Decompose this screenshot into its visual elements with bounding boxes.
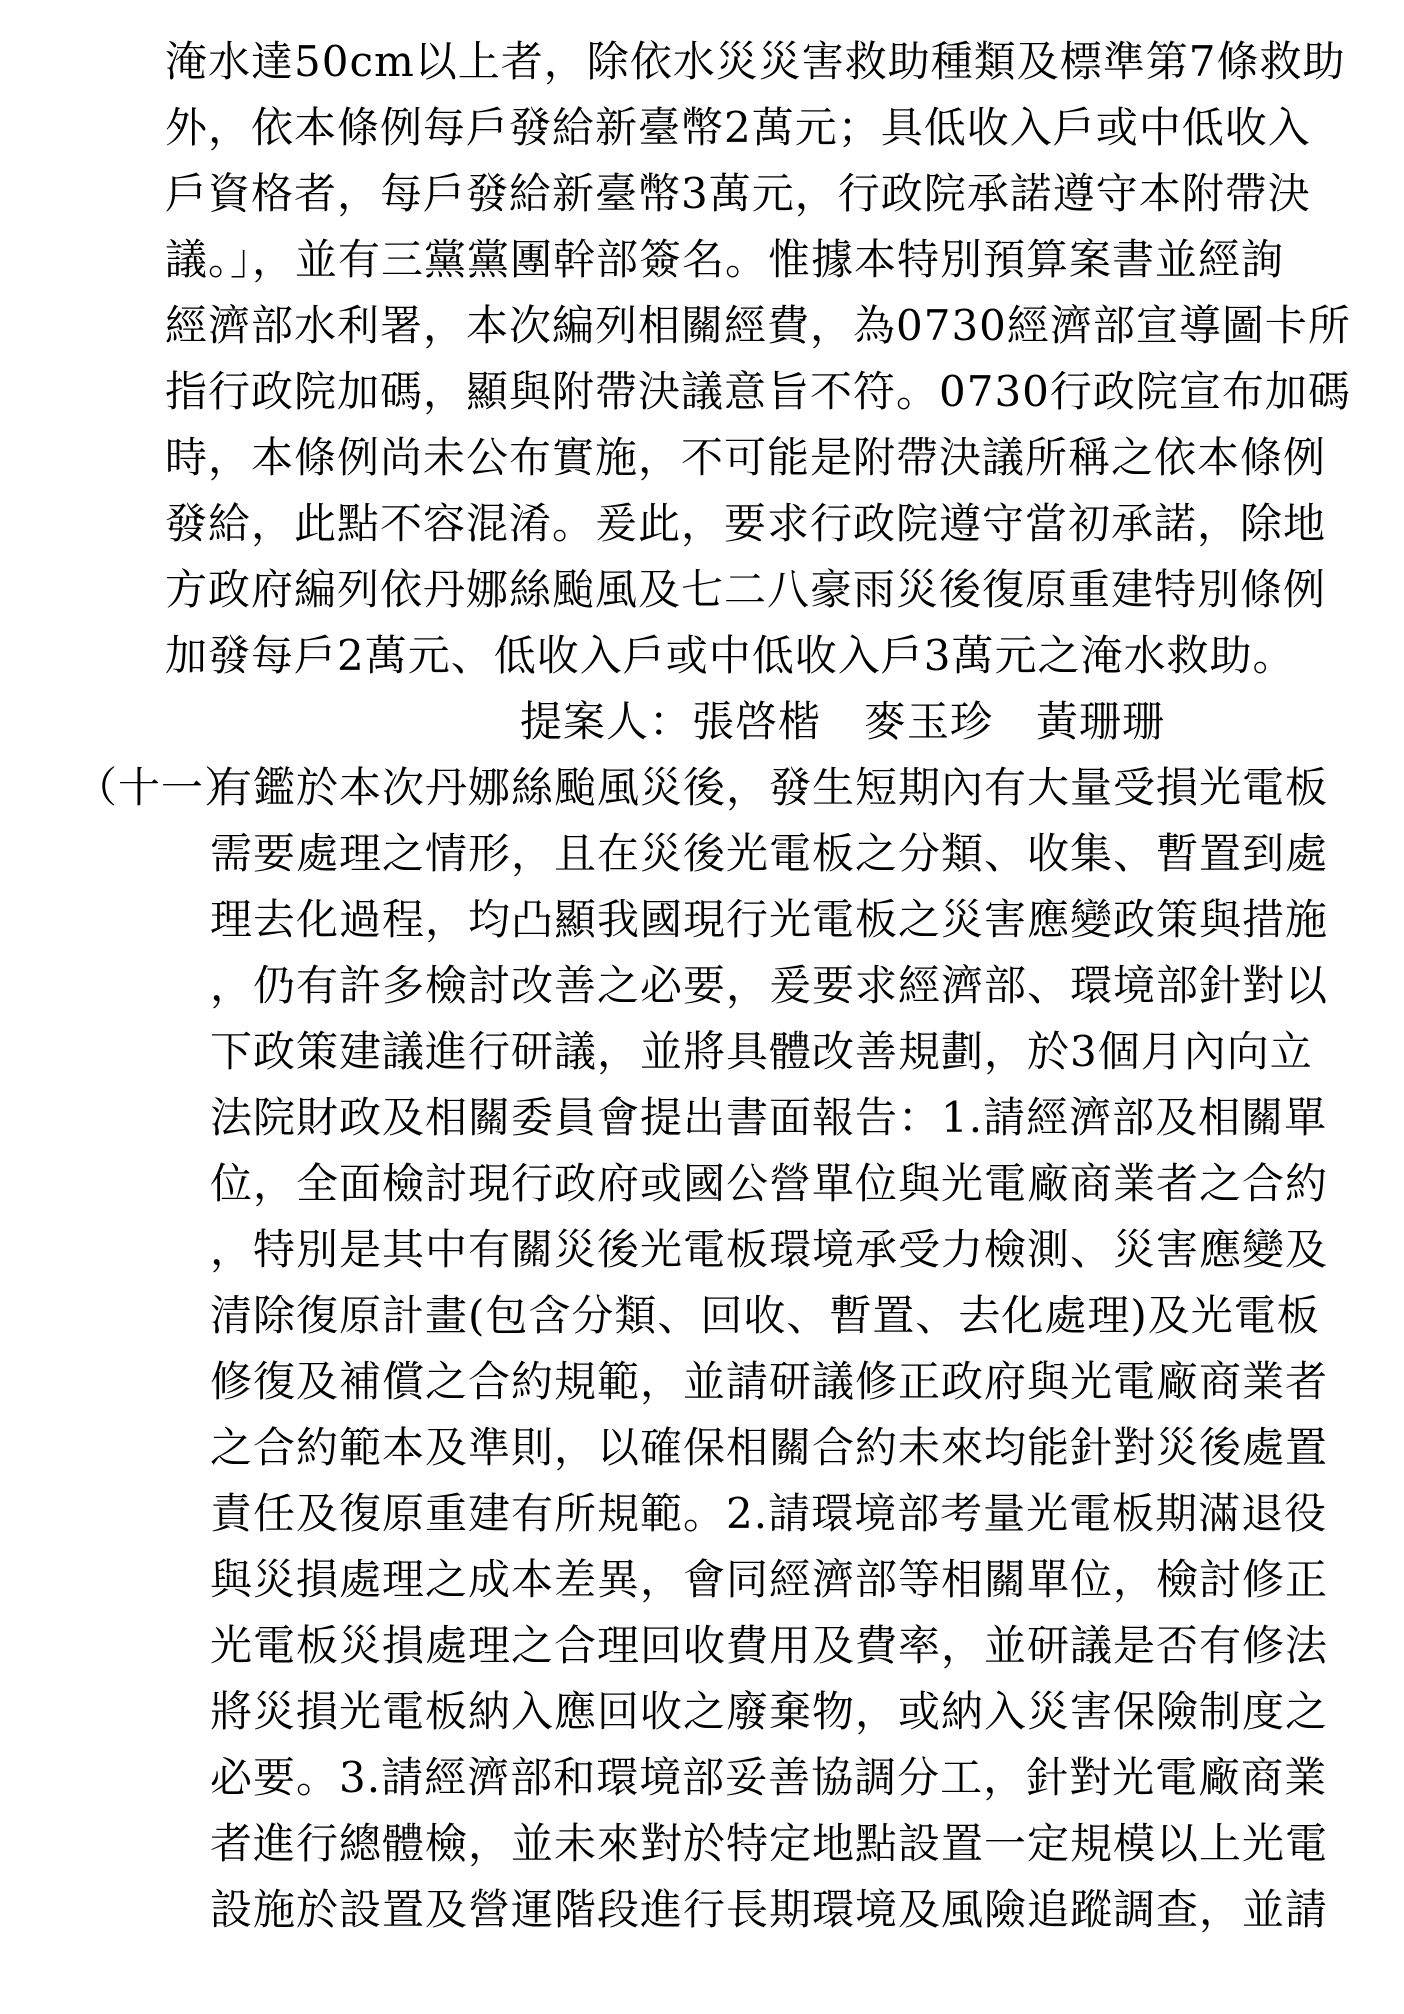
item-line: 理去化過程，均凸顯我國現行光電板之災害應變政策與措施 [210,895,1329,944]
paragraph-line: 議。」，並有三黨黨團幹部簽名。惟據本特別預算案書並經詢 [165,235,1285,284]
paragraph-line: 外，依本條例每戶發給新臺幣2萬元；具低收入戶或中低收入 [165,103,1311,152]
proposers-line: 提案人：張啓楷 麥玉珍 黃珊珊 [520,697,1166,746]
item-line: 必要。3.請經濟部和環境部妥善協調分工，針對光電廠商業 [210,1753,1328,1802]
item-first-line: 有鑑於本次丹娜絲颱風災後，發生短期內有大量受損光電板 [210,763,1329,812]
item-line: 與災損處理之成本差異，會同經濟部等相關單位，檢討修正 [210,1555,1329,1604]
item-line: 光電板災損處理之合理回收費用及費率，並研議是否有修法 [210,1621,1329,1670]
item-line: 需要處理之情形，且在災後光電板之分類、收集、暫置到處 [210,829,1329,878]
item-line: 下政策建議進行研議，並將具體改善規劃，於3個月內向立 [210,1027,1313,1076]
paragraph-line: 淹水達50cm以上者，除依水災災害救助種類及標準第7條救助 [165,37,1346,86]
item-line: 位，全面檢討現行政府或國公營單位與光電廠商業者之合約 [210,1159,1329,1208]
item-line: 修復及補償之合約規範，並請研議修正政府與光電廠商業者 [210,1357,1329,1406]
item-line: 清除復原計畫(包含分類、回收、暫置、去化處理)及光電板 [210,1291,1320,1340]
item-line: 者進行總體檢，並未來對於特定地點設置一定規模以上光電 [210,1819,1329,1868]
item-line: ，特別是其中有關災後光電板環境承受力檢測、災害應變及 [210,1225,1329,1274]
paragraph-line: 戶資格者，每戶發給新臺幣3萬元，行政院承諾遵守本附帶決 [165,169,1311,218]
paragraph-line: 時，本條例尚未公布實施，不可能是附帶決議所稱之依本條例 [165,433,1327,482]
item-line: 之合約範本及準則，以確保相關合約未來均能針對災後處置 [210,1423,1329,1472]
paragraph-line: 經濟部水利署，本次編列相關經費，為0730經濟部宣導圖卡所 [165,301,1351,350]
paragraph-line: 發給，此點不容混淆。爰此，要求行政院遵守當初承諾，除地 [165,499,1327,548]
item-line: 法院財政及相關委員會提出書面報告：1.請經濟部及相關單 [210,1093,1328,1142]
item-line: 設施於設置及營運階段進行長期環境及風險追蹤調查，並請 [210,1885,1329,1934]
item-line: ，仍有許多檢討改善之必要，爰要求經濟部、環境部針對以 [210,961,1329,1010]
item-line: 將災損光電板納入應回收之廢棄物，或納入災害保險制度之 [210,1687,1329,1736]
item-number-label: （十一） [75,763,248,812]
paragraph-line: 方政府編列依丹娜絲颱風及七二八豪雨災後復原重建特別條例 [165,565,1327,614]
item-line: 責任及復原重建有所規範。2.請環境部考量光電板期滿退役 [210,1489,1328,1538]
paragraph-line: 加發每戶2萬元、低收入戶或中低收入戶3萬元之淹水救助。 [165,631,1296,680]
paragraph-line: 指行政院加碼，顯與附帶決議意旨不符。0730行政院宣布加碼 [165,367,1351,416]
